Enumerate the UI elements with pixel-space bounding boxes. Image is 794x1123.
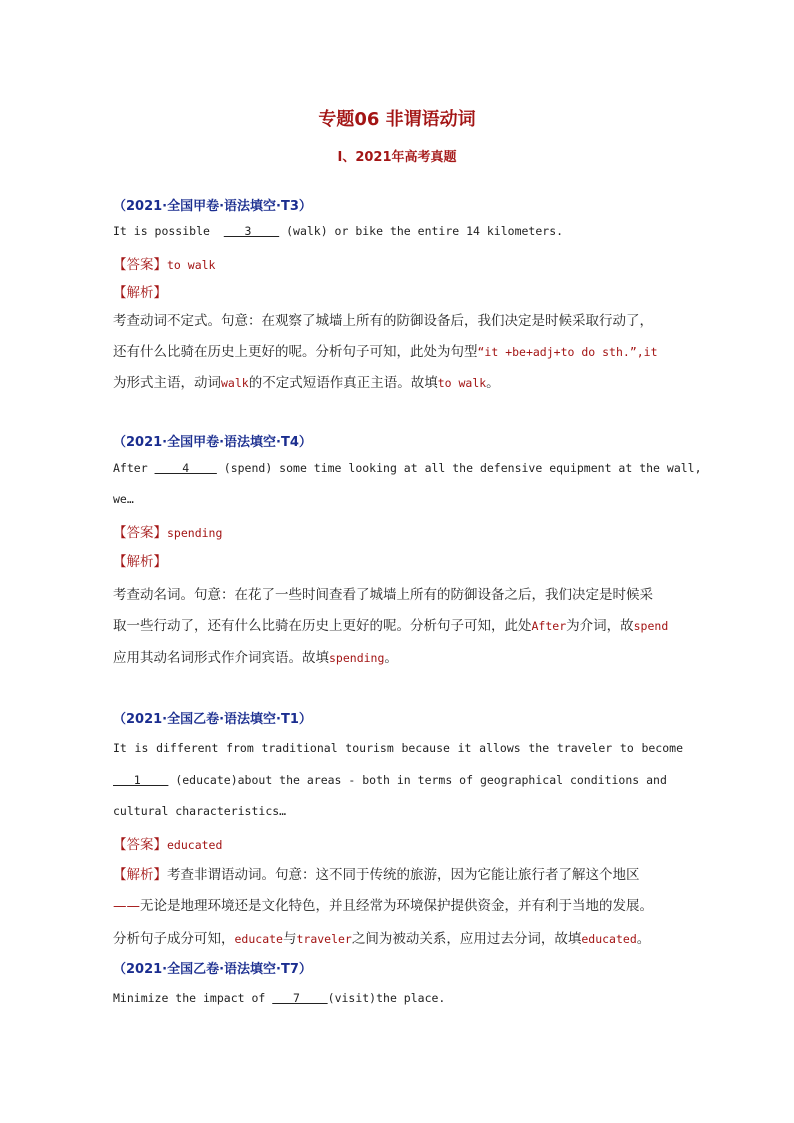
q2-analysis-line3 xyxy=(113,646,683,666)
q2-a3-en: spending xyxy=(329,651,385,665)
analysis-label: 【解析】 xyxy=(113,867,167,883)
q1-source: （2021·全国甲卷·语法填空·T3） xyxy=(113,199,312,214)
q2-question-text: After xyxy=(113,461,155,475)
q1-analysis-line3 xyxy=(113,371,683,391)
q3-question-line3: cultural characteristics… xyxy=(113,804,287,818)
q2-a3-text: 应用其动名词形式作介词宾语。故填 xyxy=(113,650,329,666)
q1-answer-value: to walk xyxy=(167,258,216,272)
q1-a2-en: “it +be+adj+to do sth.”,it xyxy=(477,345,658,359)
q3-analysis-line2 xyxy=(113,894,683,914)
q2-answer xyxy=(113,521,683,541)
page-title: 专题06 非谓语动词 xyxy=(318,109,476,130)
q2-a2-en1: After xyxy=(531,619,567,633)
q1-analysis-label: 【解析】 xyxy=(113,285,167,301)
q3-question-tail: (educate)about the areas - both in terms of geographical conditions and xyxy=(168,773,667,787)
section-heading: I、2021年高考真题 xyxy=(337,150,457,165)
answer-label: 【答案】 xyxy=(113,837,167,853)
q2-blank: 4 xyxy=(154,461,217,475)
q3-question-line1: It is different from traditional tourism because it allows the traveler to become xyxy=(113,741,683,755)
q1-answer xyxy=(113,253,683,273)
q3-a3-mid2: 之间为被动关系，应用过去分词，故填 xyxy=(351,931,582,947)
q1-a3-text: 为形式主语，动词 xyxy=(113,375,221,391)
q2-question-tail: (spend) some time looking at all the defensive equipment at the wall, xyxy=(216,461,702,475)
q1-question-tail: (walk) or bike the entire 14 kilometers. xyxy=(279,224,564,238)
q1-a3-en2: to walk xyxy=(437,376,487,390)
q4-question-text: Minimize the impact of xyxy=(113,991,273,1005)
q2-question-cont: we… xyxy=(113,492,134,506)
q3-analysis-line1 xyxy=(113,863,683,883)
q3-a3-en2: traveler xyxy=(296,932,352,946)
q2-a3-end: 。 xyxy=(384,650,398,666)
q1-question xyxy=(113,224,683,238)
answer-label: 【答案】 xyxy=(113,525,167,541)
q1-question-text: It is possible xyxy=(113,224,224,238)
q2-analysis-line2 xyxy=(113,614,683,634)
answer-label: 【答案】 xyxy=(113,257,167,273)
q2-analysis-label: 【解析】 xyxy=(113,554,167,570)
q3-a3-en1: educate xyxy=(234,932,283,946)
q3-blank: 1 xyxy=(113,773,169,787)
q3-a2-dash: —— xyxy=(113,898,140,914)
q2-a2-mid: 为介词，故 xyxy=(566,618,634,634)
q1-a3-mid: 的不定式短语作真正主语。故填 xyxy=(248,375,438,391)
q1-analysis-line2 xyxy=(113,340,683,360)
q4-question-tail: (visit)the place. xyxy=(327,991,446,1005)
q1-blank: 3 xyxy=(223,224,280,238)
q2-question xyxy=(113,461,702,475)
q4-blank: 7 xyxy=(272,991,328,1005)
q3-source: （2021·全国乙卷·语法填空·T1） xyxy=(113,712,312,727)
q4-question xyxy=(113,991,683,1005)
q3-answer-value: educated xyxy=(167,838,223,852)
q2-analysis-line1: 考查动名词。句意：在花了一些时间查看了城墙上所有的防御设备之后，我们决定是时候采 xyxy=(113,587,653,603)
q1-a2-text: 还有什么比骑在历史上更好的呢。分析句子可知，此处为句型 xyxy=(113,344,478,360)
q3-a3-mid1: 与 xyxy=(282,931,297,947)
q3-a1-text: 考查非谓语动词。句意：这不同于传统的旅游，因为它能让旅行者了解这个地区 xyxy=(167,867,640,883)
q2-answer-value: spending xyxy=(167,526,223,540)
q3-a3-en3: educated xyxy=(581,932,637,946)
q3-question-line2 xyxy=(113,773,683,787)
q2-a2-text: 取一些行动了，还有什么比骑在历史上更好的呢。分析句子可知，此处 xyxy=(113,618,532,634)
q3-a3-end: 。 xyxy=(636,931,651,947)
q3-a2-text: 无论是地理环境还是文化特色，并且经常为环境保护提供资金，并有利于当地的发展。 xyxy=(140,898,653,914)
q2-source: （2021·全国甲卷·语法填空·T4） xyxy=(113,435,312,450)
q1-analysis-line1: 考查动词不定式。句意：在观察了城墙上所有的防御设备后，我们决定是时候采取行动了， xyxy=(113,313,653,329)
q4-source: （2021·全国乙卷·语法填空·T7） xyxy=(113,962,312,977)
q3-answer xyxy=(113,833,683,853)
q2-a2-en2: spend xyxy=(633,619,669,633)
q3-analysis-line3 xyxy=(113,927,683,947)
q1-a3-en1: walk xyxy=(221,376,249,390)
q1-a3-end: 。 xyxy=(486,375,500,391)
q3-a3-text: 分析句子成分可知， xyxy=(113,931,235,947)
